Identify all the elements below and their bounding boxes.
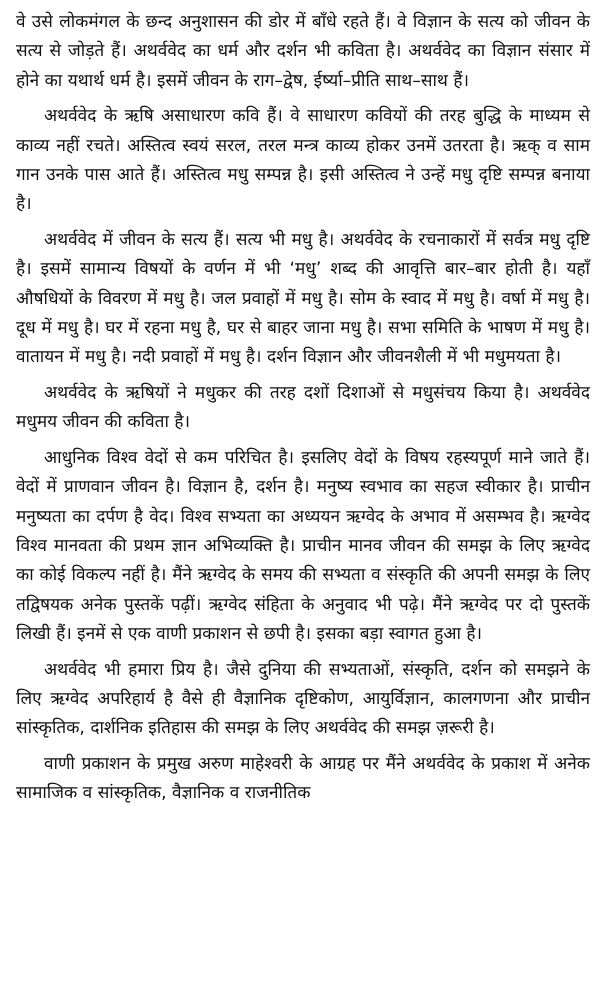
paragraph-madhusanchay: अथर्ववेद के ऋषियों ने मधुकर की तरह दशों दिशाओं से मधुसंचय किया है। अथर्ववेद मधुमय जीवन की कविता है। (16, 382, 590, 433)
paragraph-modern-world: आधुनिक विश्व वेदों से कम परिचित है। इसलिए वेदों के विषय रहस्यपूर्ण माने जाते हैं। वेदों में प्राणवान जीवन है। विज्ञान है, दर्शन है। मनुष्य स्वभाव का सहज स्वीकार है। प्राचीन मनुष्यता का दर्पण है वेद। विश्व सभ्यता का अध्ययन ऋग्वेद के अभाव में असम्भव है। ऋग्वेद विश्व मानवता की प्रथम ज्ञान अभिव्यक्ति है। प्राचीन मानव जीवन की समझ के लिए ऋग्वेद का कोई विकल्प नहीं है। मैंने ऋग्वेद के समय की सभ्यता व संस्कृति की अपनी समझ के लिए तद्विषयक अनेक पुस्तकें पढ़ीं। ऋग्वेद संहिता के अनुवाद भी पढ़े। मैंने ऋग्वेद पर दो पुस्तकें लिखी हैं। इनमें से एक वाणी प्रकाशन से छपी है। इसका बड़ा स्वागत हुआ है। (16, 447, 590, 645)
paragraph-atharvaveda-dear: अथर्ववेद भी हमारा प्रिय है। जैसे दुनिया की सभ्यताओं, संस्कृति, दर्शन को समझने के लिए ऋग्वेद अपरिहार्य है वैसे ही वैज्ञानिक दृष्टिकोण, आयुर्विज्ञान, कालगणना और प्राचीन सांस्कृतिक, दार्शनिक इतिहास की समझ के लिए अथर्ववेद की समझ ज़रूरी है। (16, 659, 590, 739)
paragraph-rishi-poets: अथर्ववेद के ऋषि असाधारण कवि हैं। वे साधारण कवियों की तरह बुद्धि के माध्यम से काव्य नहीं रचते। अस्तित्व स्वयं सरल, तरल मन्त्र काव्य होकर उनमें उतरता है। ऋक् व साम गान उनके पास आते हैं। अस्तित्व मधु सम्पन्न है। इसी अस्तित्व ने उन्हें मधु दृष्टि सम्पन्न बनाया है। (16, 106, 590, 215)
paragraph-continuation: वे उसे लोकमंगल के छन्द अनुशासन की डोर में बाँधे रहते हैं। वे विज्ञान के सत्य को जीवन के सत्य से जोड़ते हैं। अथर्ववेद का धर्म और दर्शन भी कविता है। अथर्ववेद का विज्ञान संसार में होने का यथार्थ धर्म है। इसमें जीवन के राग–द्वेष, ईर्ष्या–प्रीति साथ–साथ हैं। (16, 12, 590, 91)
paragraph-madhu: अथर्ववेद में जीवन के सत्य हैं। सत्य भी मधु है। अथर्ववेद के रचनाकारों में सर्वत्र मधु दृष्टि है। इसमें सामान्य विषयों के वर्णन में भी ‘मधु’ शब्द की आवृत्ति बार–बार होती है। यहाँ औषधियों के विवरण में मधु है। जल प्रवाहों में मधु है। सोम के स्वाद में मधु है। वर्षा में मधु है। दूध में मधु है। घर में रहना मधु है, घर से बाहर जाना मधु है। सभा समिति के भाषण में मधु है। वातायन में मधु है। नदी प्रवाहों में मधु है। दर्शन विज्ञान और जीवनशैली में भी मधुमयता है। (16, 229, 590, 368)
paragraph-vani-prakashan: वाणी प्रकाशन के प्रमुख अरुण माहेश्वरी के आग्रह पर मैंने अथर्ववेद के प्रकाश में अनेक सामाजिक व सांस्कृतिक, वैज्ञानिक व राजनीतिक (16, 753, 590, 804)
page-body (16, 8, 590, 815)
